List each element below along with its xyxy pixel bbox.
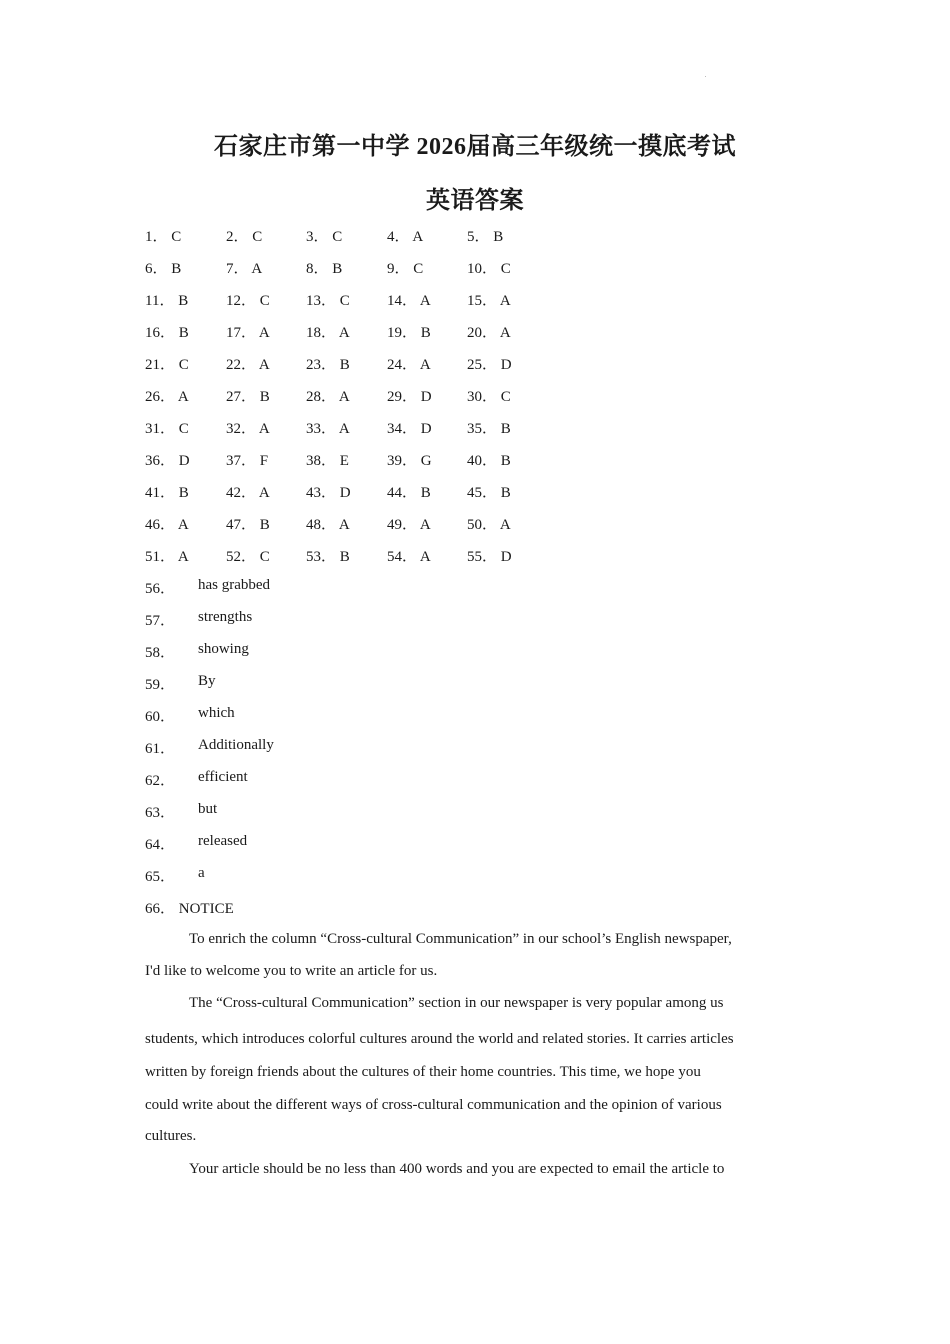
answer-item: 20． A <box>467 325 511 341</box>
question-number: 64． <box>145 837 176 853</box>
answer-item: 43． D <box>306 485 351 501</box>
answer-item: 27． B <box>226 389 270 405</box>
notice-line: cultures. <box>145 1128 197 1144</box>
answer-item: 40． B <box>467 453 511 469</box>
answer-text: a <box>198 865 205 881</box>
answer-item: 14． A <box>387 293 431 309</box>
notice-line: students, which introduces colorful cultures around the world and related stories. It carries articles <box>145 1031 734 1047</box>
answer-item: 52． C <box>226 549 270 565</box>
answer-item: 33． A <box>306 421 350 437</box>
answer-item: 5． B <box>467 229 504 245</box>
answer-item: 50． A <box>467 517 511 533</box>
answer-item: 32． A <box>226 421 270 437</box>
answer-item: 4． A <box>387 229 424 245</box>
writing-notice-heading: 66． NOTICE <box>145 901 234 917</box>
question-number: 62． <box>145 773 176 789</box>
answer-item: 28． A <box>306 389 350 405</box>
answer-item: 26． A <box>145 389 189 405</box>
question-number: 57． <box>145 613 176 629</box>
answer-item: 13． C <box>306 293 350 309</box>
question-number: 58． <box>145 645 176 661</box>
answer-item: 11． B <box>145 293 189 309</box>
answer-text: but <box>198 801 218 817</box>
answer-item: 24． A <box>387 357 431 373</box>
answer-item: 41． B <box>145 485 189 501</box>
answer-item: 16． B <box>145 325 189 341</box>
answer-item: 31． C <box>145 421 189 437</box>
answer-item: 46． A <box>145 517 189 533</box>
answer-item: 36． D <box>145 453 190 469</box>
answer-item: 48． A <box>306 517 350 533</box>
question-number: 56． <box>145 581 176 597</box>
answer-item: 42． A <box>226 485 270 501</box>
answer-item: 34． D <box>387 421 432 437</box>
exam-title: 石家庄市第一中学 2026届高三年级统一摸底考试 <box>214 134 736 160</box>
answer-item: 8． B <box>306 261 343 277</box>
answer-item: 17． A <box>226 325 270 341</box>
answer-item: 23． B <box>306 357 350 373</box>
answer-item: 37． F <box>226 453 269 469</box>
answer-item: 54． A <box>387 549 431 565</box>
question-number: 61． <box>145 741 176 757</box>
answer-item: 19． B <box>387 325 431 341</box>
answer-item: 2． C <box>226 229 263 245</box>
answer-item: 55． D <box>467 549 512 565</box>
answer-item: 45． B <box>467 485 511 501</box>
answer-key-subtitle: 英语答案 <box>426 188 524 214</box>
answer-text: which <box>198 705 235 721</box>
answer-text: efficient <box>198 769 248 785</box>
answer-item: 29． D <box>387 389 432 405</box>
scan-mark <box>705 76 706 77</box>
answer-item: 10． C <box>467 261 511 277</box>
answer-item: 21． C <box>145 357 189 373</box>
answer-item: 25． D <box>467 357 512 373</box>
notice-line: To enrich the column “Cross-cultural Communication” in our school’s English newspaper, <box>189 931 732 947</box>
answer-item: 22． A <box>226 357 270 373</box>
answer-item: 30． C <box>467 389 511 405</box>
answer-text: showing <box>198 641 249 657</box>
answer-text: By <box>198 673 216 689</box>
answer-item: 38． E <box>306 453 349 469</box>
answer-item: 39． G <box>387 453 432 469</box>
answer-item: 47． B <box>226 517 270 533</box>
answer-text: Additionally <box>198 737 274 753</box>
answer-item: 9． C <box>387 261 424 277</box>
answer-item: 15． A <box>467 293 511 309</box>
answer-text: strengths <box>198 609 253 625</box>
question-number: 59． <box>145 677 176 693</box>
answer-item: 12． C <box>226 293 270 309</box>
answer-item: 51． A <box>145 549 189 565</box>
answer-text: released <box>198 833 248 849</box>
question-number: 65． <box>145 869 176 885</box>
answer-item: 7． A <box>226 261 263 277</box>
answer-item: 1． C <box>145 229 182 245</box>
question-number: 63． <box>145 805 176 821</box>
answer-item: 3． C <box>306 229 343 245</box>
answer-item: 44． B <box>387 485 431 501</box>
answer-item: 53． B <box>306 549 350 565</box>
notice-line: I'd like to welcome you to write an article for us. <box>145 963 438 979</box>
notice-line: The “Cross-cultural Communication” section in our newspaper is very popular among us <box>189 995 724 1011</box>
answer-text: has grabbed <box>198 577 271 593</box>
question-number: 60． <box>145 709 176 725</box>
answer-item: 6． B <box>145 261 182 277</box>
answer-item: 18． A <box>306 325 350 341</box>
answer-item: 49． A <box>387 517 431 533</box>
answer-item: 35． B <box>467 421 511 437</box>
notice-line: could write about the different ways of cross-cultural communication and the opinion of various <box>145 1097 722 1113</box>
notice-line: Your article should be no less than 400 words and you are expected to email the article to <box>189 1161 725 1177</box>
notice-line: written by foreign friends about the cultures of their home countries. This time, we hope you <box>145 1064 701 1080</box>
